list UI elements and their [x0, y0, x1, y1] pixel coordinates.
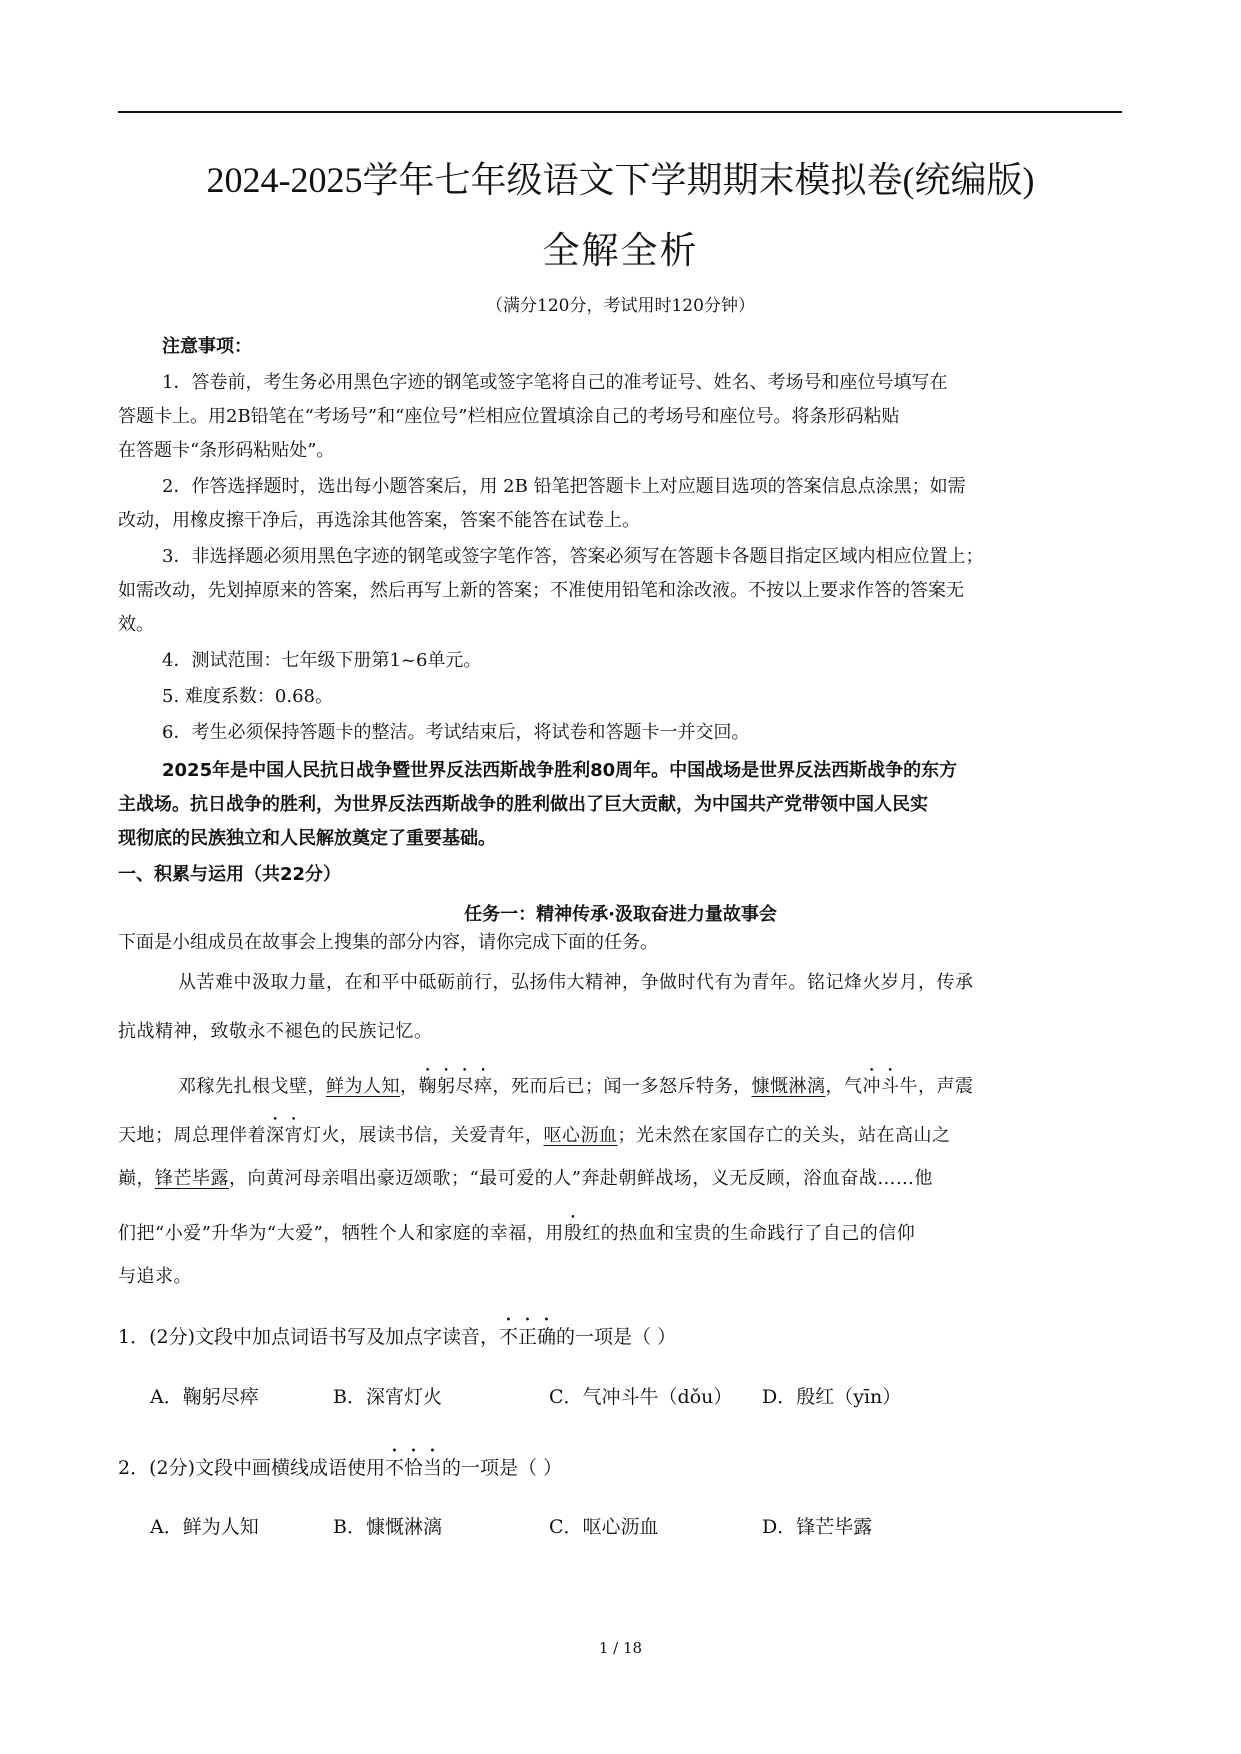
- underlined-idiom-3: 呕心沥血: [543, 1125, 618, 1146]
- passage-p2-line-3: 巅，锋芒毕露，向黄河母亲唱出豪迈颂歌；“最可爱的人”奔赴朝鲜战场，义无反顾，浴血奋战……他: [118, 1168, 933, 1189]
- notice-item-4: 4．测试范围：七年级下册第1~6单元。: [162, 650, 482, 671]
- q2-emphasis: 不恰当: [385, 1457, 443, 1479]
- dotted-word-2: 冲斗: [862, 1076, 900, 1097]
- underlined-idiom-4: 锋芒毕露: [155, 1168, 229, 1189]
- q2-option-b[interactable]: B．慷慨淋漓: [333, 1516, 442, 1538]
- q1-option-c[interactable]: C．气冲斗牛（dǒu）: [549, 1386, 733, 1408]
- score-note: （满分120分，考试用时120分钟）: [486, 296, 755, 316]
- question-1-stem: 1．(2分)文段中加点词语书写及加点字读音，不正确的一项是（ ）: [118, 1326, 677, 1348]
- section-heading: 一、积累与运用（共22分）: [118, 864, 342, 885]
- page-number: 1 / 18: [598, 1639, 643, 1657]
- notice-item-3-line-2: 如需改动，先划掉原来的答案，然后再写上新的答案；不准使用铅笔和涂改液。不按以上要求作答的答案无: [118, 580, 964, 601]
- notice-item-2-line-2: 改动，用橡皮擦干净后，再选涂其他答案，答案不能答在试卷上。: [118, 510, 640, 531]
- q2-option-c[interactable]: C．呕心沥血: [549, 1516, 659, 1538]
- dotted-word-3: 深宵: [266, 1125, 303, 1146]
- q1-emphasis: 不正确: [499, 1326, 557, 1348]
- passage-p2-line-2: 天地；周总理伴着深宵灯火，展读书信，关爱青年，呕心沥血；光未然在家国存亡的关头，站在高山之: [118, 1125, 951, 1146]
- intro-line-1: 2025年是中国人民抗日战争暨世界反法西斯战争胜利80周年。中国战场是世界反法西斯战争的东方: [162, 760, 958, 781]
- q1-option-b[interactable]: B．深宵灯火: [333, 1386, 442, 1408]
- notice-item-3-line-3: 效。: [118, 614, 154, 635]
- task-lead: 下面是小组成员在故事会上搜集的部分内容，请你完成下面的任务。: [118, 932, 658, 953]
- notice-item-6: 6．考生必须保持答题卡的整洁。考试结束后，将试卷和答题卡一并交回。: [162, 722, 750, 743]
- notice-heading: 注意事项：: [162, 336, 252, 357]
- passage-p2-line-5: 与追求。: [118, 1266, 192, 1287]
- underlined-idiom-2: 慷慨淋漓: [751, 1076, 826, 1097]
- passage-p2-line-4: 们把“小爱”升华为“大爱”，牺牲个人和家庭的幸福，用殷红的热血和宝贵的生命践行了自己的信仰: [118, 1223, 916, 1244]
- notice-item-1-line-1: 1．答卷前，考生务必用黑色字迹的钢笔或签字笔将自己的准考证号、姓名、考场号和座位号填写在: [162, 372, 948, 393]
- underlined-idiom-1: 鲜为人知: [326, 1076, 400, 1097]
- dotted-word-1: 鞠躬尽瘁: [418, 1076, 493, 1097]
- notice-item-1-line-3: 在答题卡“条形码粘贴处”。: [118, 440, 335, 461]
- passage-p1-line-1: 从苦难中汲取力量，在和平中砥砺前行，弘扬伟大精神，争做时代有为青年。铭记烽火岁月，传承: [178, 972, 974, 993]
- passage-p2-line-1: 邓稼先扎根戈壁，鲜为人知，鞠躬尽瘁，死而后已；闻一多怒斥特务，慷慨淋漓，气冲斗牛，声震: [178, 1076, 974, 1097]
- q1-option-d[interactable]: D．殷红（yīn）: [762, 1386, 902, 1408]
- q1-option-a[interactable]: A．鞠躬尽瘁: [150, 1386, 259, 1408]
- intro-line-2: 主战场。抗日战争的胜利，为世界反法西斯战争的胜利做出了巨大贡献，为中国共产党带领中国人民实: [118, 794, 928, 815]
- page-title: 2024-2025学年七年级语文下学期期末模拟卷(统编版): [206, 160, 1035, 200]
- q2-option-d[interactable]: D．锋芒毕露: [762, 1516, 873, 1538]
- notice-item-3-line-1: 3．非选择题必须用黑色字迹的钢笔或签字笔作答，答案必须写在答题卡各题目指定区域内相应位置上；: [162, 546, 984, 567]
- dotted-word-4: 殷: [563, 1223, 583, 1244]
- top-rule: [118, 111, 1122, 113]
- notice-item-5: 5. 难度系数：0.68。: [162, 686, 333, 707]
- task-title: 任务一：精神传承·汲取奋进力量故事会: [464, 904, 777, 925]
- passage-p1-line-2: 抗战精神，致敬永不褪色的民族记忆。: [118, 1021, 433, 1042]
- notice-item-1-line-2: 答题卡上。用2B铅笔在“考场号”和“座位号”栏相应位置填涂自己的考场号和座位号。将条形码粘贴: [118, 406, 900, 427]
- page-subtitle: 全解全析: [542, 229, 699, 272]
- notice-item-2-line-1: 2．作答选择题时，选出每小题答案后，用 2B 铅笔把答题卡上对应题目选项的答案信息点涂黑；如需: [162, 476, 966, 497]
- q2-option-a[interactable]: A．鲜为人知: [150, 1516, 259, 1538]
- intro-line-3: 现彻底的民族独立和人民解放奠定了重要基础。: [118, 828, 496, 849]
- question-2-stem: 2．(2分)文段中画横线成语使用不恰当的一项是（ ）: [118, 1457, 563, 1479]
